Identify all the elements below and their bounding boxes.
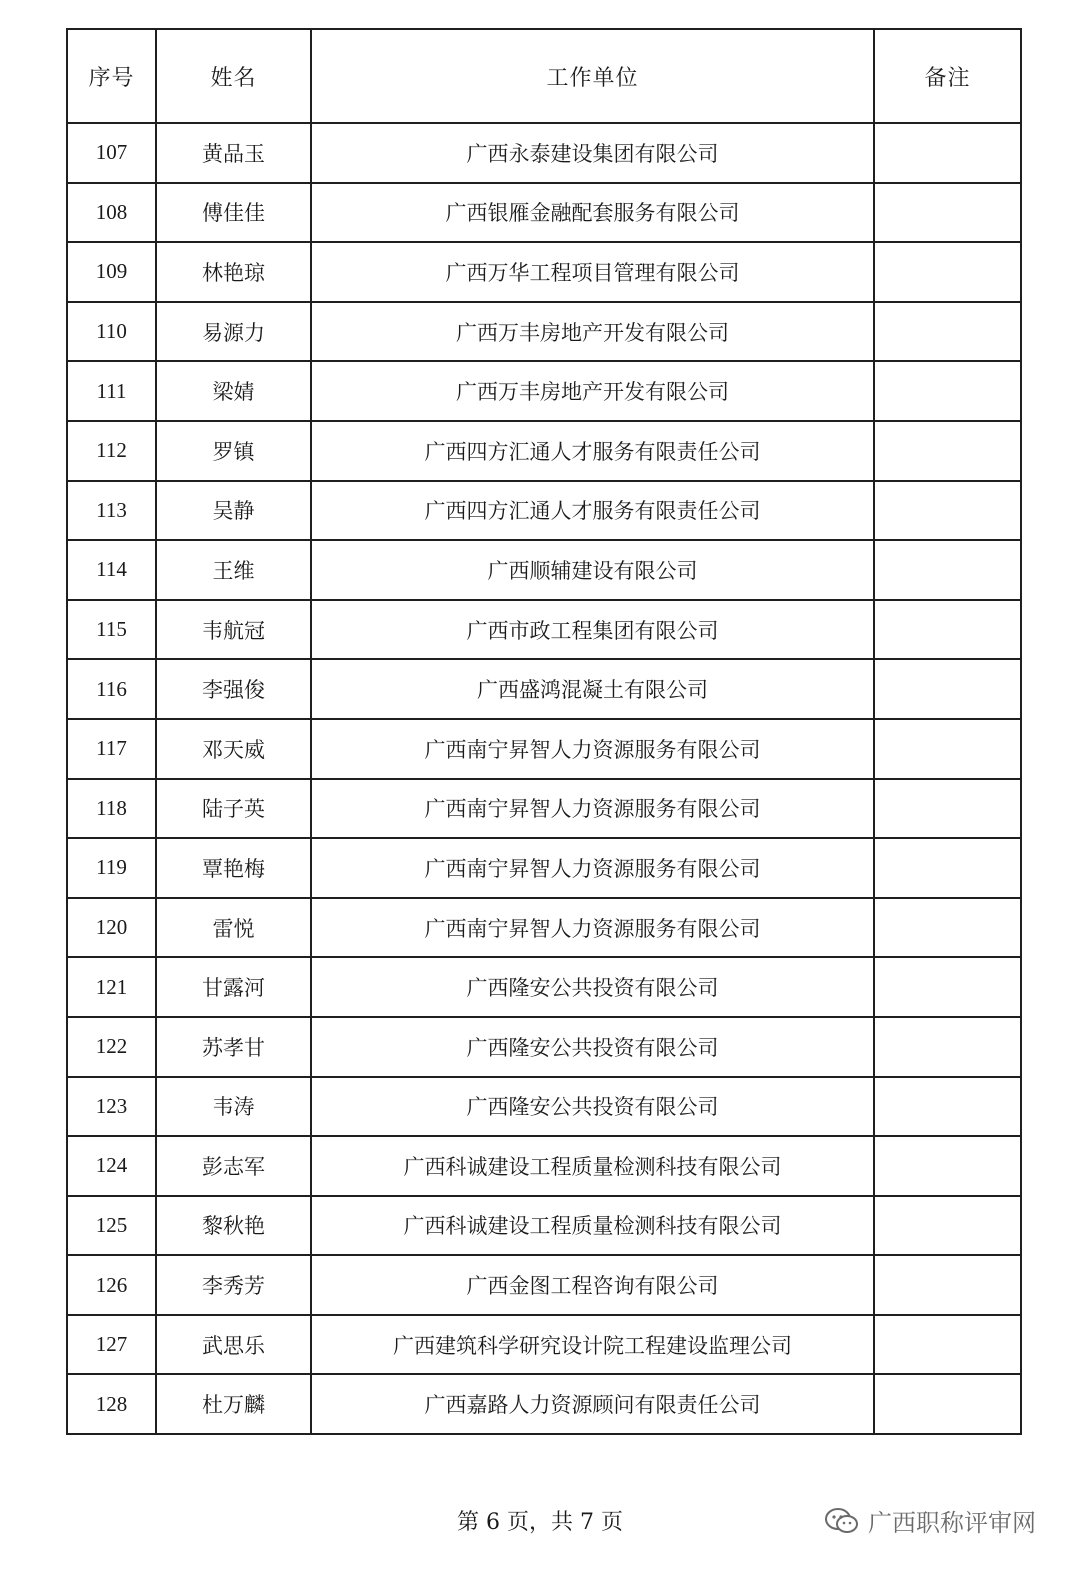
table-row bbox=[67, 183, 1021, 243]
row-name: 吴静 bbox=[156, 481, 311, 541]
row-note bbox=[874, 1077, 1021, 1137]
row-name: 韦航冠 bbox=[156, 600, 311, 660]
row-note bbox=[874, 600, 1021, 660]
table-row bbox=[67, 123, 1021, 183]
page-footer: 第 6 页，共 7 页 bbox=[457, 1510, 623, 1535]
row-name: 雷悦 bbox=[156, 898, 311, 958]
row-number: 121 bbox=[67, 957, 156, 1017]
row-number: 123 bbox=[67, 1077, 156, 1137]
roster-sheet bbox=[66, 28, 1020, 1435]
row-note bbox=[874, 302, 1021, 362]
header-note: 备注 bbox=[874, 29, 1021, 123]
table-row bbox=[67, 719, 1021, 779]
wechat-icon bbox=[824, 1507, 860, 1535]
row-note bbox=[874, 1196, 1021, 1256]
row-unit: 广西南宁昇智人力资源服务有限公司 bbox=[311, 838, 874, 898]
row-unit: 广西市政工程集团有限公司 bbox=[311, 600, 874, 660]
table-row bbox=[67, 957, 1021, 1017]
row-number: 128 bbox=[67, 1374, 156, 1434]
table-row bbox=[67, 540, 1021, 600]
row-note bbox=[874, 838, 1021, 898]
row-number: 110 bbox=[67, 302, 156, 362]
table-row bbox=[67, 242, 1021, 302]
row-number: 109 bbox=[67, 242, 156, 302]
row-unit: 广西银雁金融配套服务有限公司 bbox=[311, 183, 874, 243]
row-name: 黎秋艳 bbox=[156, 1196, 311, 1256]
row-number: 125 bbox=[67, 1196, 156, 1256]
row-note bbox=[874, 1255, 1021, 1315]
header-no: 序号 bbox=[67, 29, 156, 123]
header-unit: 工作单位 bbox=[311, 29, 874, 123]
row-name: 彭志军 bbox=[156, 1136, 311, 1196]
row-unit: 广西顺辅建设有限公司 bbox=[311, 540, 874, 600]
row-unit: 广西万丰房地产开发有限公司 bbox=[311, 361, 874, 421]
row-note bbox=[874, 719, 1021, 779]
row-name: 武思乐 bbox=[156, 1315, 311, 1375]
row-number: 111 bbox=[67, 361, 156, 421]
row-unit: 广西四方汇通人才服务有限责任公司 bbox=[311, 481, 874, 541]
table-row bbox=[67, 361, 1021, 421]
row-number: 119 bbox=[67, 838, 156, 898]
row-note bbox=[874, 1315, 1021, 1375]
row-number: 122 bbox=[67, 1017, 156, 1077]
table-row bbox=[67, 600, 1021, 660]
row-unit: 广西四方汇通人才服务有限责任公司 bbox=[311, 421, 874, 481]
row-note bbox=[874, 779, 1021, 839]
row-name: 易源力 bbox=[156, 302, 311, 362]
row-name: 陆子英 bbox=[156, 779, 311, 839]
row-note bbox=[874, 421, 1021, 481]
row-name: 梁婧 bbox=[156, 361, 311, 421]
row-name: 林艳琼 bbox=[156, 242, 311, 302]
row-unit: 广西万华工程项目管理有限公司 bbox=[311, 242, 874, 302]
table-row bbox=[67, 1077, 1021, 1137]
row-note bbox=[874, 1374, 1021, 1434]
roster-body bbox=[67, 123, 1021, 1434]
table-row bbox=[67, 1196, 1021, 1256]
roster-table bbox=[66, 28, 1022, 1435]
row-unit: 广西盛鸿混凝土有限公司 bbox=[311, 659, 874, 719]
table-row bbox=[67, 1017, 1021, 1077]
row-name: 苏孝甘 bbox=[156, 1017, 311, 1077]
row-name: 杜万麟 bbox=[156, 1374, 311, 1434]
row-name: 李强俊 bbox=[156, 659, 311, 719]
row-name: 邓天威 bbox=[156, 719, 311, 779]
row-unit: 广西隆安公共投资有限公司 bbox=[311, 957, 874, 1017]
table-row bbox=[67, 481, 1021, 541]
row-note bbox=[874, 183, 1021, 243]
header-row bbox=[67, 29, 1021, 123]
row-number: 112 bbox=[67, 421, 156, 481]
watermark-text: 广西职称评审网 bbox=[868, 1509, 1036, 1537]
row-name: 甘露河 bbox=[156, 957, 311, 1017]
row-unit: 广西科诚建设工程质量检测科技有限公司 bbox=[311, 1136, 874, 1196]
table-row bbox=[67, 1136, 1021, 1196]
row-note bbox=[874, 659, 1021, 719]
table-row bbox=[67, 1315, 1021, 1375]
table-row bbox=[67, 838, 1021, 898]
row-name: 韦涛 bbox=[156, 1077, 311, 1137]
row-note bbox=[874, 898, 1021, 958]
table-row bbox=[67, 779, 1021, 839]
table-row bbox=[67, 898, 1021, 958]
row-note bbox=[874, 1136, 1021, 1196]
row-unit: 广西隆安公共投资有限公司 bbox=[311, 1077, 874, 1137]
row-number: 124 bbox=[67, 1136, 156, 1196]
table-row bbox=[67, 302, 1021, 362]
row-note bbox=[874, 1017, 1021, 1077]
watermark bbox=[824, 1503, 1036, 1538]
row-number: 114 bbox=[67, 540, 156, 600]
row-number: 113 bbox=[67, 481, 156, 541]
row-unit: 广西南宁昇智人力资源服务有限公司 bbox=[311, 779, 874, 839]
row-number: 115 bbox=[67, 600, 156, 660]
row-number: 126 bbox=[67, 1255, 156, 1315]
row-note bbox=[874, 123, 1021, 183]
row-note bbox=[874, 242, 1021, 302]
row-number: 127 bbox=[67, 1315, 156, 1375]
row-note bbox=[874, 540, 1021, 600]
row-number: 118 bbox=[67, 779, 156, 839]
row-number: 107 bbox=[67, 123, 156, 183]
row-note bbox=[874, 481, 1021, 541]
row-note bbox=[874, 361, 1021, 421]
row-unit: 广西嘉路人力资源顾问有限责任公司 bbox=[311, 1374, 874, 1434]
table-row bbox=[67, 421, 1021, 481]
row-unit: 广西南宁昇智人力资源服务有限公司 bbox=[311, 719, 874, 779]
row-number: 116 bbox=[67, 659, 156, 719]
row-unit: 广西隆安公共投资有限公司 bbox=[311, 1017, 874, 1077]
row-unit: 广西金图工程咨询有限公司 bbox=[311, 1255, 874, 1315]
table-row bbox=[67, 1255, 1021, 1315]
row-unit: 广西万丰房地产开发有限公司 bbox=[311, 302, 874, 362]
row-name: 黄品玉 bbox=[156, 123, 311, 183]
row-name: 覃艳梅 bbox=[156, 838, 311, 898]
row-unit: 广西永泰建设集团有限公司 bbox=[311, 123, 874, 183]
row-unit: 广西科诚建设工程质量检测科技有限公司 bbox=[311, 1196, 874, 1256]
row-name: 王维 bbox=[156, 540, 311, 600]
table-row bbox=[67, 1374, 1021, 1434]
row-name: 傅佳佳 bbox=[156, 183, 311, 243]
row-number: 108 bbox=[67, 183, 156, 243]
header-name: 姓名 bbox=[156, 29, 311, 123]
row-note bbox=[874, 957, 1021, 1017]
table-row bbox=[67, 659, 1021, 719]
row-name: 李秀芳 bbox=[156, 1255, 311, 1315]
row-number: 117 bbox=[67, 719, 156, 779]
row-name: 罗镇 bbox=[156, 421, 311, 481]
row-unit: 广西建筑科学研究设计院工程建设监理公司 bbox=[311, 1315, 874, 1375]
row-number: 120 bbox=[67, 898, 156, 958]
row-unit: 广西南宁昇智人力资源服务有限公司 bbox=[311, 898, 874, 958]
